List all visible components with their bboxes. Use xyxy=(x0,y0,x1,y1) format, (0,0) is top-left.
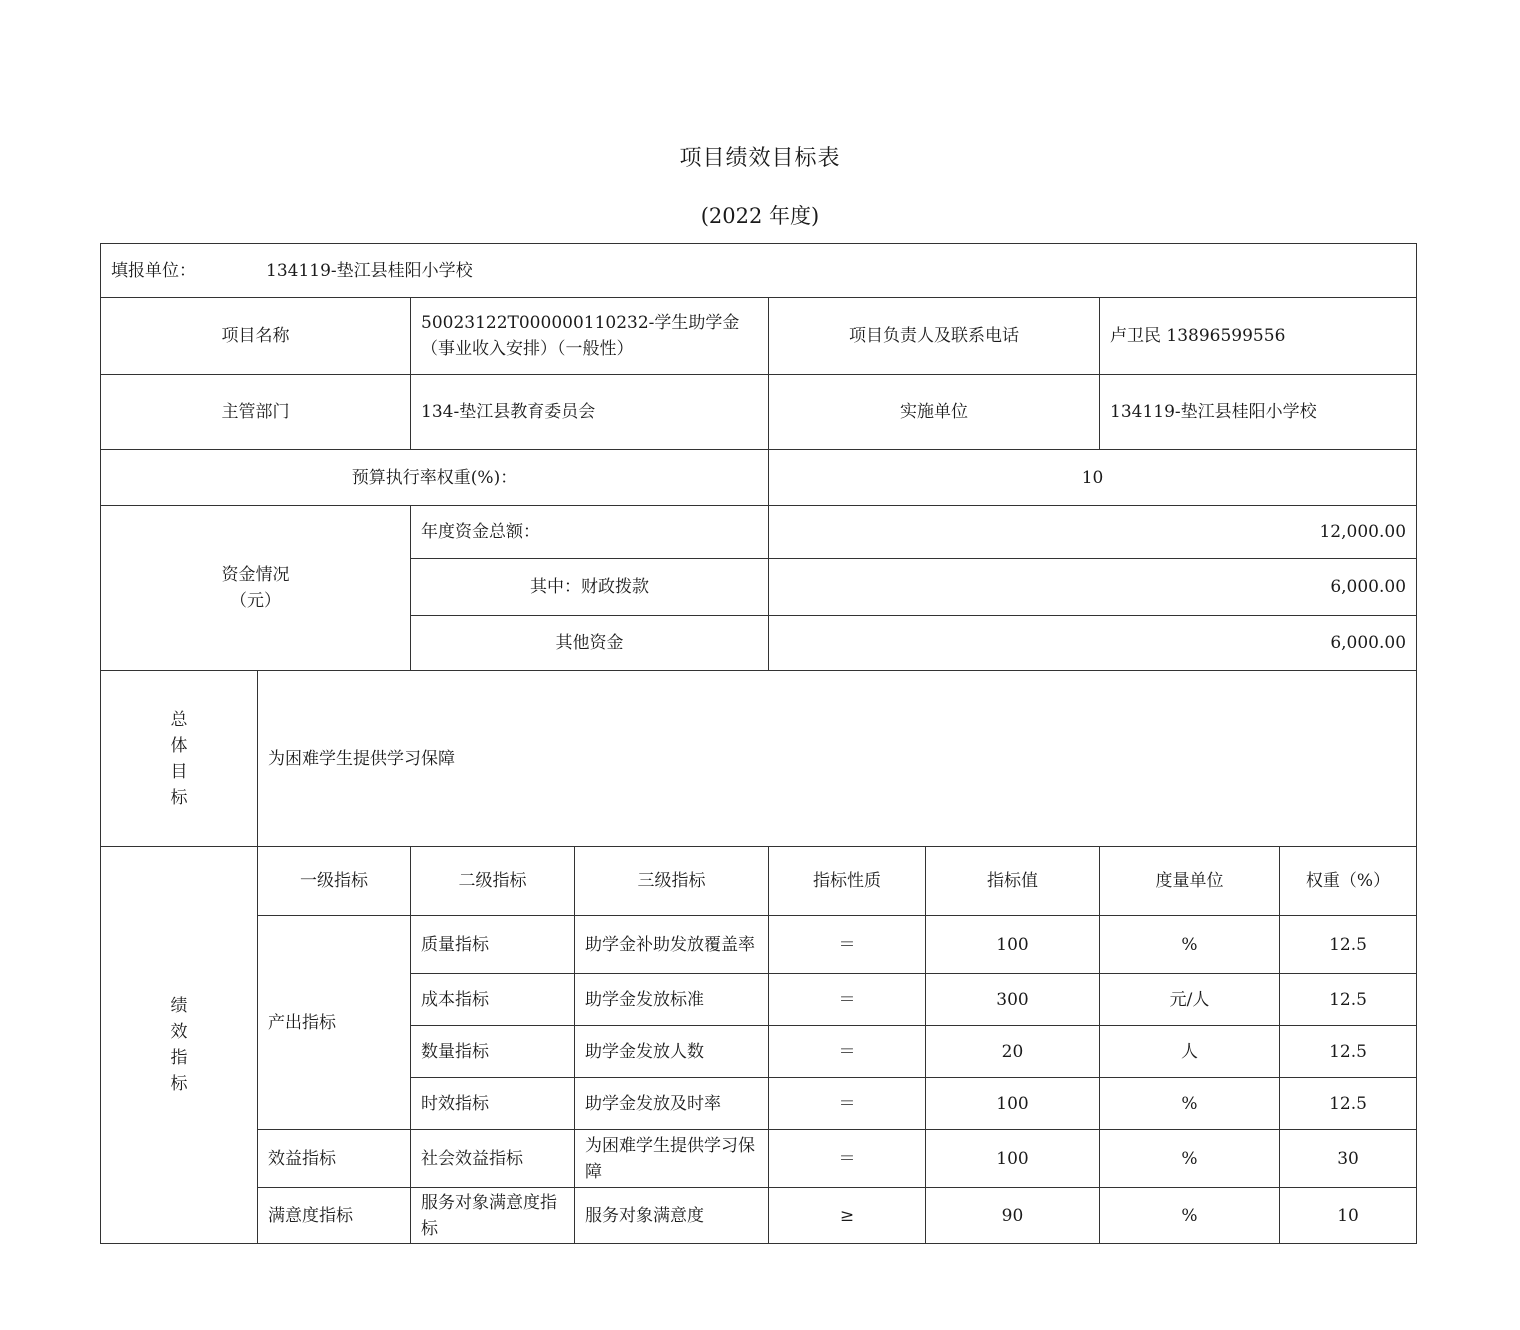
total-value: 12,000.00 xyxy=(769,506,1417,559)
value-cell: 20 xyxy=(926,1026,1100,1078)
impl-label: 实施单位 xyxy=(769,375,1100,450)
group-benefit: 效益指标 xyxy=(258,1130,411,1188)
l3-cell: 助学金发放标准 xyxy=(575,974,769,1026)
dept-value: 134-垫江县教育委员会 xyxy=(411,375,769,450)
table-row xyxy=(101,1188,1417,1244)
unit-cell: % xyxy=(1100,1078,1280,1130)
unit-label: 填报单位： xyxy=(111,260,196,281)
goal-label-char: 标 xyxy=(170,787,188,808)
l3-cell: 服务对象满意度 xyxy=(575,1188,769,1244)
l2-cell: 服务对象满意度指标 xyxy=(411,1188,575,1244)
header-cell: 指标性质 xyxy=(769,847,926,916)
unit-value: 134119-垫江县桂阳小学校 xyxy=(266,260,473,281)
table-row xyxy=(101,1130,1417,1188)
l2-cell: 时效指标 xyxy=(411,1078,575,1130)
manager-value: 卢卫民 13896599556 xyxy=(1100,298,1417,375)
header-row xyxy=(101,847,1417,916)
header-cell: 度量单位 xyxy=(1100,847,1280,916)
l2-cell: 质量指标 xyxy=(411,916,575,974)
l3-cell: 助学金补助发放覆盖率 xyxy=(575,916,769,974)
funds-label-line2: （元） xyxy=(230,591,281,611)
performance-table xyxy=(100,243,1417,1244)
budget-rate-row xyxy=(101,450,1417,506)
goal-row xyxy=(101,671,1417,847)
l3-cell: 为困难学生提供学习保障 xyxy=(575,1130,769,1188)
fiscal-label: 其中：财政拨款 xyxy=(411,559,769,616)
unit-cell: % xyxy=(1100,1130,1280,1188)
unit-cell: 元/人 xyxy=(1100,974,1280,1026)
goal-label-char: 体 xyxy=(170,735,188,756)
perf-label-char: 标 xyxy=(170,1074,188,1094)
funds-label xyxy=(101,506,411,671)
goal-label-char: 目 xyxy=(170,761,188,782)
manager-label: 项目负责人及联系电话 xyxy=(769,298,1100,375)
l2-cell: 数量指标 xyxy=(411,1026,575,1078)
dept-label: 主管部门 xyxy=(101,375,411,450)
unit-cell: 人 xyxy=(1100,1026,1280,1078)
unit-cell: % xyxy=(1100,916,1280,974)
table-row xyxy=(101,916,1417,974)
weight-cell: 10 xyxy=(1280,1188,1417,1244)
header-cell: 权重（%） xyxy=(1280,847,1417,916)
header-cell: 一级指标 xyxy=(258,847,411,916)
impl-value: 134119-垫江县桂阳小学校 xyxy=(1100,375,1417,450)
perf-label-char: 绩 xyxy=(170,996,188,1016)
l2-cell: 成本指标 xyxy=(411,974,575,1026)
unit-cell: % xyxy=(1100,1188,1280,1244)
nature-cell: ＝ xyxy=(769,1078,926,1130)
budget-rate-label: 预算执行率权重(%)： xyxy=(101,450,769,506)
page-subtitle: (2022 年度) xyxy=(700,204,820,228)
funds-label-line1: 资金情况 xyxy=(221,565,290,585)
header-cell: 三级指标 xyxy=(575,847,769,916)
budget-rate-value: 10 xyxy=(769,450,1417,506)
dept-row xyxy=(101,375,1417,450)
page-title: 项目绩效目标表 xyxy=(679,146,841,171)
project-row xyxy=(101,298,1417,375)
weight-cell: 12.5 xyxy=(1280,1078,1417,1130)
l3-cell: 助学金发放人数 xyxy=(575,1026,769,1078)
group-output: 产出指标 xyxy=(258,916,411,1130)
value-cell: 300 xyxy=(926,974,1100,1026)
l3-cell: 助学金发放及时率 xyxy=(575,1078,769,1130)
weight-cell: 12.5 xyxy=(1280,1026,1417,1078)
perf-label-char: 指 xyxy=(170,1048,188,1068)
weight-cell: 30 xyxy=(1280,1130,1417,1188)
other-value: 6,000.00 xyxy=(769,616,1417,671)
header-cell: 二级指标 xyxy=(411,847,575,916)
project-name-label: 项目名称 xyxy=(101,298,411,375)
perf-label-char: 效 xyxy=(170,1022,188,1042)
other-label: 其他资金 xyxy=(411,616,769,671)
nature-cell: ＝ xyxy=(769,1130,926,1188)
value-cell: 100 xyxy=(926,1130,1100,1188)
value-cell: 100 xyxy=(926,1078,1100,1130)
group-satisfaction: 满意度指标 xyxy=(258,1188,411,1244)
nature-cell: ≥ xyxy=(769,1188,926,1244)
nature-cell: ＝ xyxy=(769,974,926,1026)
l2-cell: 社会效益指标 xyxy=(411,1130,575,1188)
nature-cell: ＝ xyxy=(769,1026,926,1078)
unit-cell xyxy=(101,244,1417,298)
nature-cell: ＝ xyxy=(769,916,926,974)
weight-cell: 12.5 xyxy=(1280,916,1417,974)
perf-label xyxy=(101,847,258,1244)
value-cell: 90 xyxy=(926,1188,1100,1244)
value-cell: 100 xyxy=(926,916,1100,974)
fiscal-value: 6,000.00 xyxy=(769,559,1417,616)
goal-label xyxy=(101,671,258,847)
weight-cell: 12.5 xyxy=(1280,974,1417,1026)
project-name-value: 50023122T000000110232-学生助学金（事业收入安排）（一般性） xyxy=(411,298,769,375)
goal-value: 为困难学生提供学习保障 xyxy=(258,671,1417,847)
total-label: 年度资金总额： xyxy=(411,506,769,559)
funds-total-row xyxy=(101,506,1417,559)
header-cell: 指标值 xyxy=(926,847,1100,916)
goal-label-char: 总 xyxy=(170,709,188,730)
unit-row xyxy=(101,244,1417,298)
